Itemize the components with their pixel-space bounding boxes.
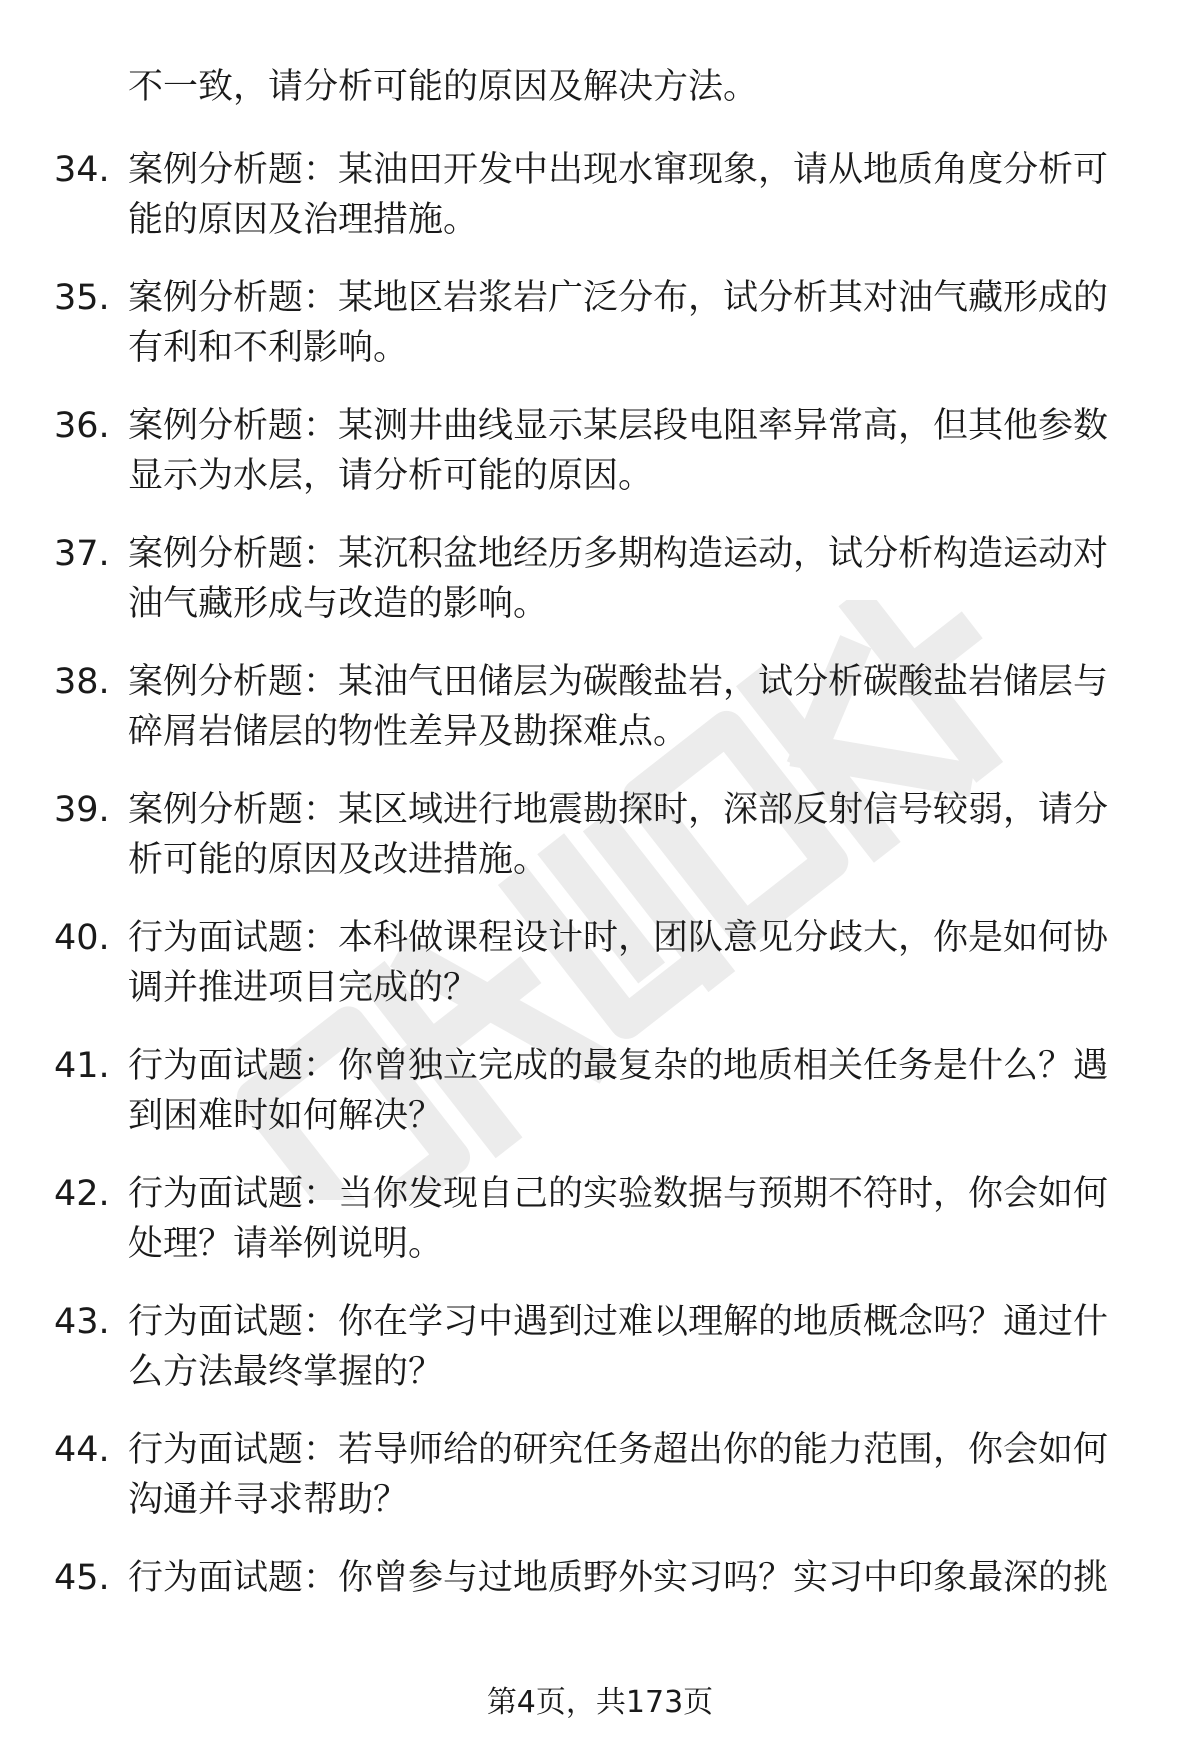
question-number: 43. xyxy=(54,1302,110,1342)
question-item xyxy=(0,785,1200,913)
question-text xyxy=(128,145,1138,245)
question-item xyxy=(0,529,1200,657)
question-text xyxy=(128,1041,1138,1141)
question-number: 44. xyxy=(54,1430,110,1470)
page-footer: 第4页，共173页 xyxy=(486,1685,714,1720)
question-text-line: 行为面试题：你曾独立完成的最复杂的地质相关任务是什么？遇 xyxy=(128,1046,1109,1086)
question-text-line: 调并推进项目完成的？ xyxy=(128,968,479,1008)
question-text-line: 到困难时如何解决？ xyxy=(128,1096,444,1136)
question-text-line: 油气藏形成与改造的影响。 xyxy=(128,584,549,624)
question-number: 35. xyxy=(54,278,110,318)
question-number: 34. xyxy=(54,150,110,190)
question-text-line: 行为面试题：本科做课程设计时，团队意见分歧大，你是如何协 xyxy=(128,918,1109,958)
question-text-line: 析可能的原因及改进措施。 xyxy=(128,840,549,880)
question-text-line: 案例分析题：某油田开发中出现水窜现象，请从地质角度分析可 xyxy=(128,150,1109,190)
question-text-line: 碎屑岩储层的物性差异及勘探难点。 xyxy=(128,712,689,752)
question-text-line: 么方法最终掌握的？ xyxy=(128,1352,444,1392)
question-text-line: 案例分析题：某地区岩浆岩广泛分布，试分析其对油气藏形成的 xyxy=(128,278,1109,318)
question-text xyxy=(128,529,1138,629)
question-item xyxy=(0,145,1200,273)
question-text-line: 行为面试题：若导师给的研究任务超出你的能力范围，你会如何 xyxy=(128,1430,1109,1470)
question-item xyxy=(0,401,1200,529)
question-text-line: 处理？请举例说明。 xyxy=(128,1224,444,1264)
question-text-line: 能的原因及治理措施。 xyxy=(128,200,479,240)
question-number: 41. xyxy=(54,1046,110,1086)
question-number: 38. xyxy=(54,662,110,702)
question-item xyxy=(0,273,1200,401)
question-number: 36. xyxy=(54,406,110,446)
question-text xyxy=(128,657,1138,757)
question-text-line: 行为面试题：你曾参与过地质野外实习吗？实习中印象最深的挑 xyxy=(128,1558,1109,1598)
question-item xyxy=(0,657,1200,785)
question-text xyxy=(128,1297,1138,1397)
question-text xyxy=(128,273,1138,373)
continued-question-text: 不一致，请分析可能的原因及解决方法。 xyxy=(128,67,759,107)
question-text xyxy=(128,401,1138,501)
question-text-line: 沟通并寻求帮助？ xyxy=(128,1480,409,1520)
question-number: 37. xyxy=(54,534,110,574)
question-list xyxy=(0,145,1200,1681)
question-item xyxy=(0,1169,1200,1297)
question-item xyxy=(0,1297,1200,1425)
question-text-line: 案例分析题：某沉积盆地经历多期构造运动，试分析构造运动对 xyxy=(128,534,1109,574)
question-text-line: 行为面试题：你在学习中遇到过难以理解的地质概念吗？通过什 xyxy=(128,1302,1109,1342)
question-item xyxy=(0,1041,1200,1169)
question-text xyxy=(128,913,1138,1013)
question-text-line: 案例分析题：某测井曲线显示某层段电阻率异常高，但其他参数 xyxy=(128,406,1109,446)
question-text-line: 案例分析题：某油气田储层为碳酸盐岩，试分析碳酸盐岩储层与 xyxy=(128,662,1109,702)
question-item xyxy=(0,913,1200,1041)
question-text xyxy=(128,1425,1138,1525)
question-item xyxy=(0,1425,1200,1553)
question-text-line: 显示为水层，请分析可能的原因。 xyxy=(128,456,654,496)
question-text xyxy=(128,1169,1138,1269)
question-text xyxy=(128,1553,1138,1603)
question-text-line: 行为面试题：当你发现自己的实验数据与预期不符时，你会如何 xyxy=(128,1174,1109,1214)
question-number: 40. xyxy=(54,918,110,958)
question-number: 45. xyxy=(54,1558,110,1598)
question-text-line: 案例分析题：某区域进行地震勘探时，深部反射信号较弱，请分 xyxy=(128,790,1109,830)
question-number: 42. xyxy=(54,1174,110,1214)
question-number: 39. xyxy=(54,790,110,830)
question-item xyxy=(0,1553,1200,1681)
question-text-line: 有利和不利影响。 xyxy=(128,328,409,368)
question-text xyxy=(128,785,1138,885)
